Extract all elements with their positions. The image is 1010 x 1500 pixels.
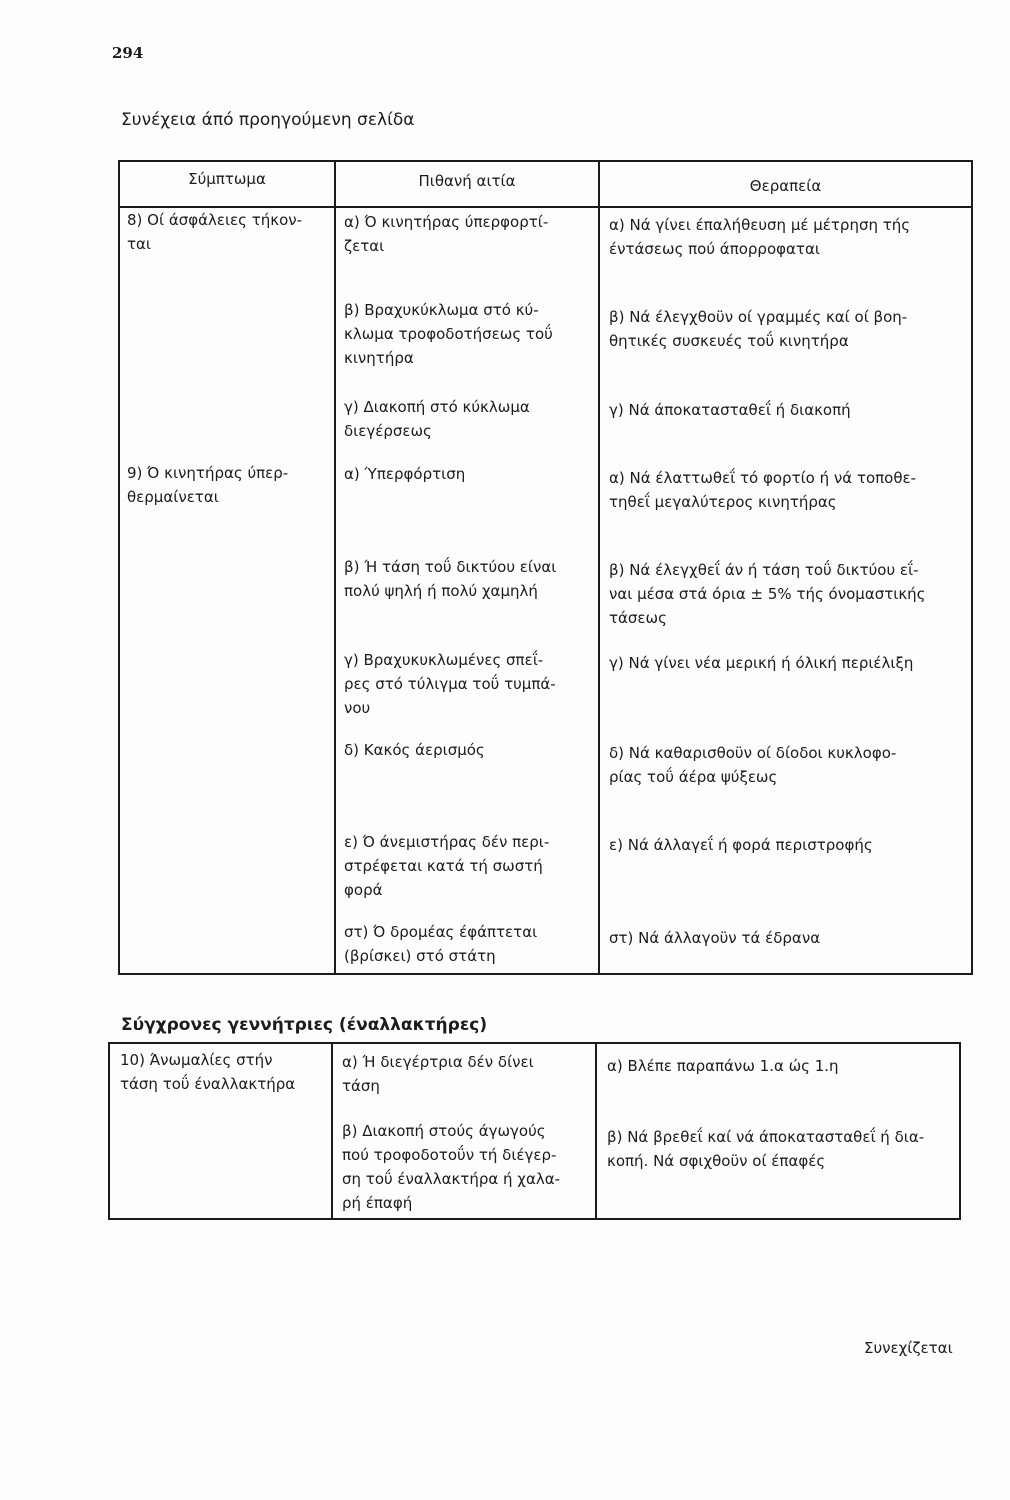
symptom-8: 8) Οί άσφάλειες τήκον- ται (127, 211, 303, 253)
table2-border-bottom (108, 1218, 961, 1220)
column-separator-1 (334, 160, 336, 974)
remedy-9b: β) Νά έλεγχθεΐ άν ή τάση τοΰ δικτύου εΐ- ναι μέσα στά όρια ± 5% τής όνομαστικής τάσεως (609, 561, 926, 627)
continued-from-note: Συνέχεια άπό προηγούμενη σελίδα (121, 110, 415, 130)
remedy-10b: β) Νά βρεθεΐ καί νά άποκατασταθεΐ ή δια- κοπή. Νά σφιχθοϋν οί έπαφές (607, 1128, 925, 1170)
header-symptom: Σύμπτωμα (188, 170, 266, 188)
cause-8b: β) Βραχυκύκλωμα στό κύ- κλωμα τροφοδοτήσεως τοΰ κινητήρα (344, 301, 553, 367)
table-border-left (118, 160, 120, 974)
table-border-top (118, 160, 973, 162)
cause-9d: δ) Κακός άερισμός (344, 741, 485, 759)
section-title-synchronous-generators: Σύγχρονες γεννήτριες (έναλλακτήρες) (121, 1015, 488, 1035)
table-border-bottom (118, 973, 973, 975)
remedy-8c: γ) Νά άποκατασταθεΐ ή διακοπή (609, 401, 851, 419)
remedy-9e: ε) Νά άλλαγεΐ ή φορά περιστροφής (609, 836, 873, 854)
remedy-9a: α) Νά έλαττωθεΐ τό φορτίο ή νά τοποθε- τηθεΐ μεγαλύτερος κινητήρας (609, 469, 917, 511)
table2-border-top (108, 1042, 961, 1044)
table2-border-left (108, 1042, 110, 1220)
remedy-9c: γ) Νά γίνει νέα μερική ή όλική περιέλιξη (609, 654, 914, 672)
cause-9f: στ) Ό δρομέας έφάπτεται (βρίσκει) στό στάτη (344, 923, 538, 965)
cause-9a: α) Ύπερφόρτιση (344, 465, 466, 483)
cause-10b: β) Διακοπή στούς άγωγούς πού τροφοδοτοΰν τή διέγερ- ση τοΰ έναλλακτήρα ή χαλα- ρή έπαφή (342, 1122, 561, 1212)
cause-9e: ε) Ό άνεμιστήρας δέν περι- στρέφεται κατά τή σωστή φορά (344, 833, 550, 899)
cause-8a: α) Ό κινητήρας ύπερφορτί- ζεται (344, 213, 549, 255)
column-separator-2 (598, 160, 600, 974)
header-cause: Πιθανή αιτία (418, 172, 516, 190)
header-remedy: Θεραπεία (749, 177, 822, 195)
table2-column-separator-2 (595, 1042, 597, 1220)
cause-9c: γ) Βραχυκυκλωμένες σπεΐ- ρες στό τύλιγμα τοΰ τυμπά- νου (344, 651, 556, 717)
remedy-10a: α) Βλέπε παραπάνω 1.α ώς 1.η (607, 1057, 839, 1075)
symptom-10: 10) Άνωμαλίες στήν τάση τοΰ έναλλακτήρα (120, 1051, 296, 1093)
table2-column-separator-1 (331, 1042, 333, 1220)
table-border-right (971, 160, 973, 974)
symptom-9: 9) Ό κινητήρας ύπερ- θερμαίνεται (127, 464, 289, 506)
cause-10a: α) Ή διεγέρτρια δέν δίνει τάση (342, 1053, 534, 1095)
page-number: 294 (112, 44, 144, 62)
remedy-9f: στ) Νά άλλαγοϋν τά έδρανα (609, 929, 821, 947)
cause-8c: γ) Διακοπή στό κύκλωμα διεγέρσεως (344, 398, 530, 440)
remedy-8a: α) Νά γίνει έπαλήθευση μέ μέτρηση τής έντάσεως πού άπορροφαται (609, 216, 911, 258)
remedy-8b: β) Νά έλεγχθοϋν οί γραμμές καί οί βοη- θητικές συσκευές τοΰ κινητήρα (609, 308, 908, 350)
continues-note: Συνεχίζεται (864, 1339, 953, 1357)
table2-border-right (959, 1042, 961, 1220)
cause-9b: β) Ή τάση τοΰ δικτύου είναι πολύ ψηλή ή πολύ χαμηλή (344, 558, 557, 600)
remedy-9d: δ) Νά καθαρισθοϋν οί δίοδοι κυκλοφο- ρίας τοΰ άέρα ψύξεως (609, 744, 897, 786)
